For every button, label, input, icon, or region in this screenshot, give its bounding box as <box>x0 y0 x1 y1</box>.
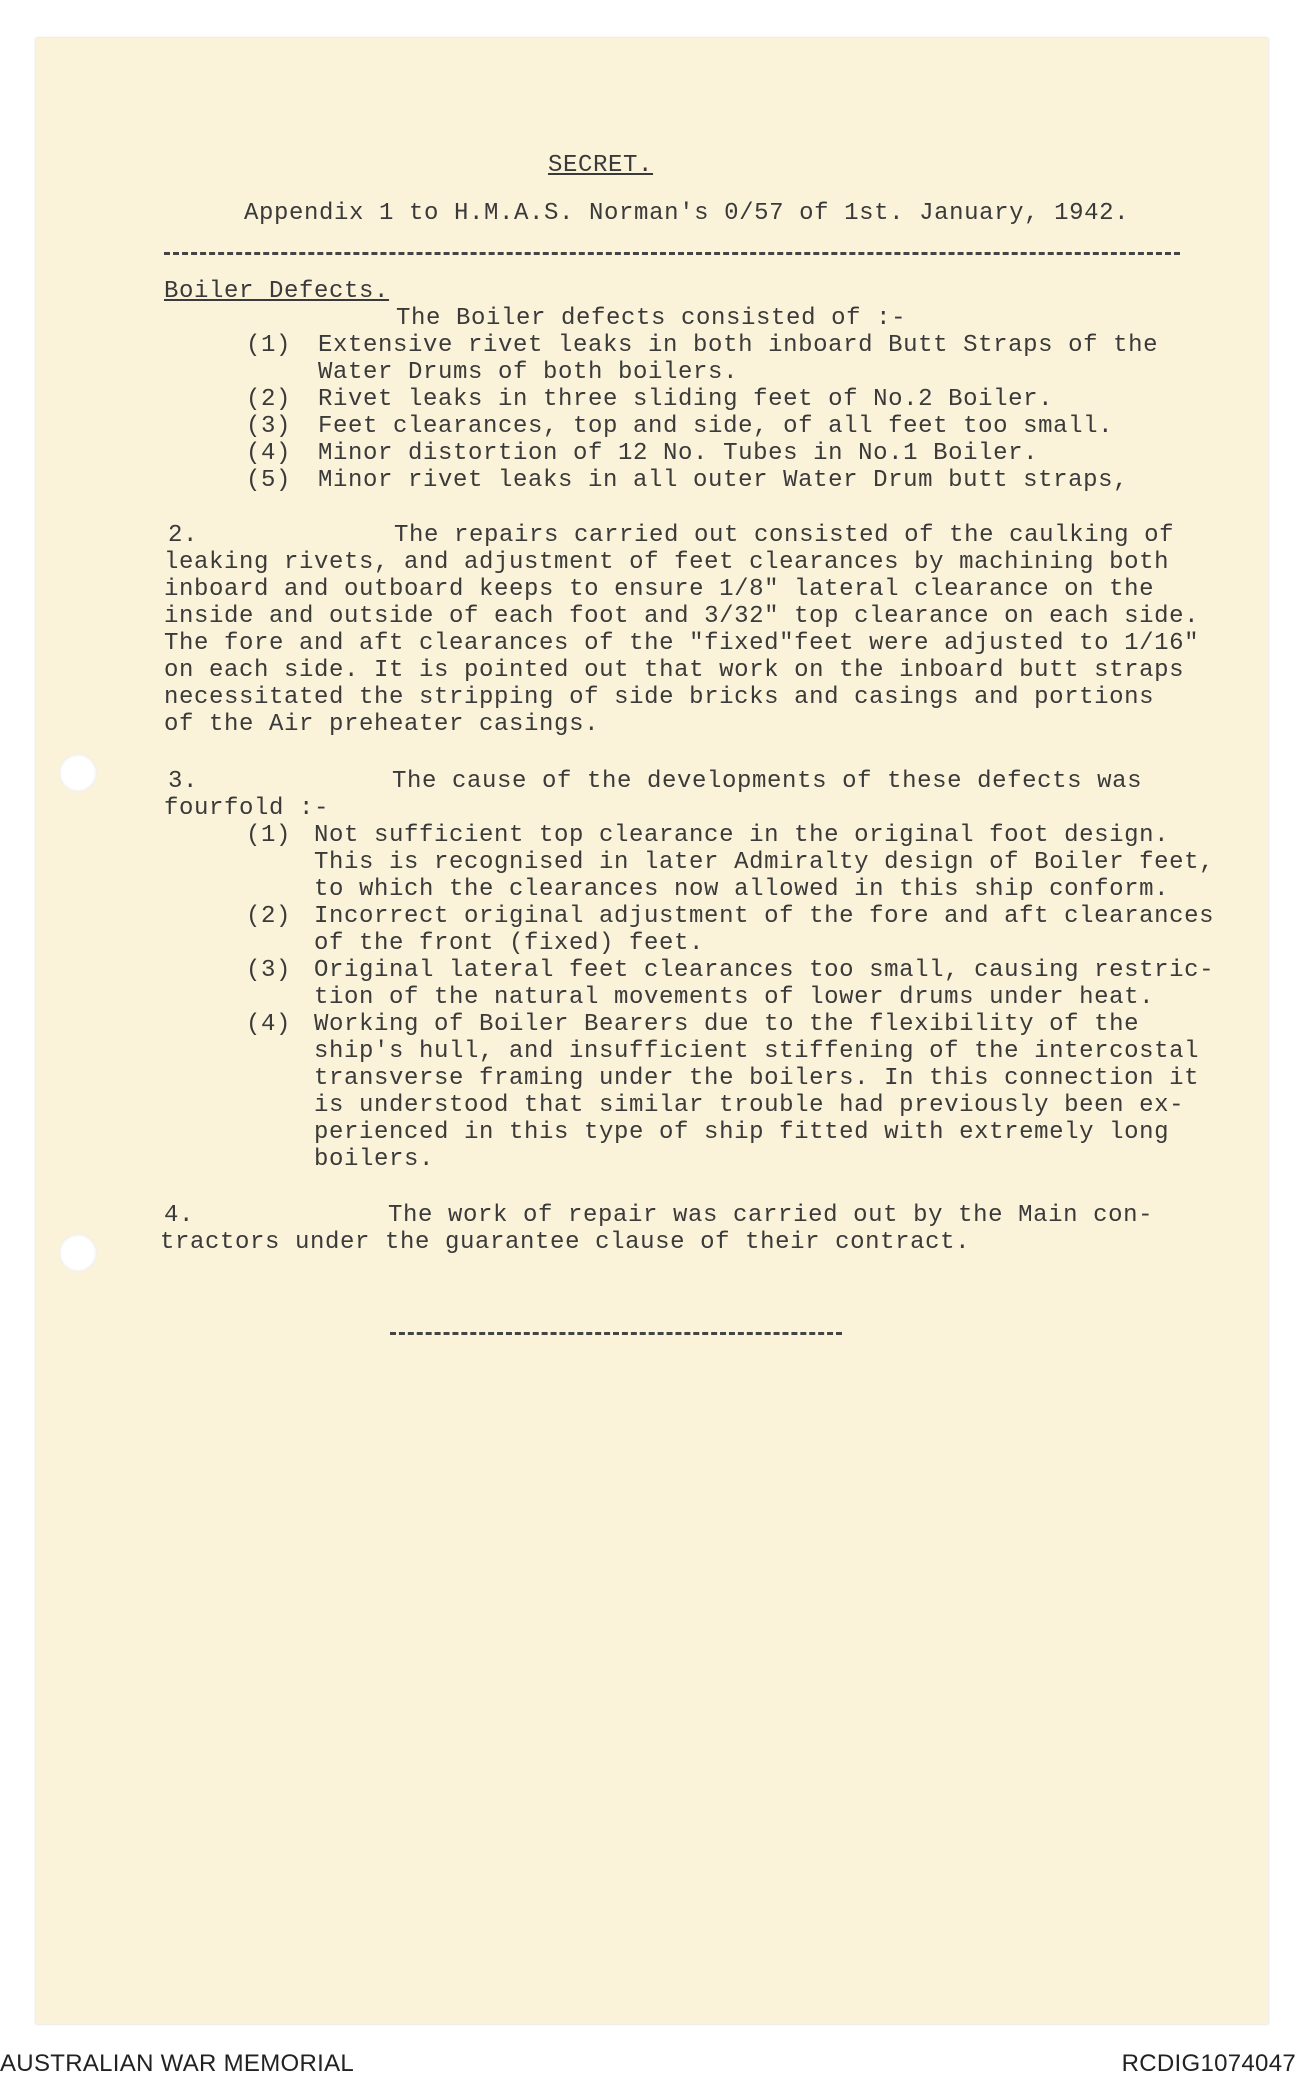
appendix-line: Appendix 1 to H.M.A.S. Norman's 0/57 of 1st. January, 1942. <box>244 200 1130 227</box>
defect-4-num: (4) <box>246 440 292 467</box>
para-3-line-1: The cause of the developments of these defects was <box>392 768 1143 795</box>
closing-rule <box>390 1332 842 1335</box>
para-2-line-1: The repairs carried out consisted of the caulking of <box>394 522 1175 549</box>
cause-4-line-1: Working of Boiler Bearers due to the flexibility of the <box>314 1011 1140 1038</box>
cause-2-num: (2) <box>246 903 292 930</box>
cause-2-line-2: of the front (fixed) feet. <box>314 930 705 957</box>
defect-3-line-1: Feet clearances, top and side, of all feet too small. <box>318 413 1114 440</box>
cause-1-line-1: Not sufficient top clearance in the original foot design. <box>314 822 1170 849</box>
cause-4-num: (4) <box>246 1011 292 1038</box>
para-2-line-2: leaking rivets, and adjustment of feet clearances by machining both <box>164 549 1170 576</box>
para-2-line-7: necessitated the stripping of side bricks and casings and portions <box>164 684 1155 711</box>
defect-3-num: (3) <box>246 413 292 440</box>
para-2-line-3: inboard and outboard keeps to ensure 1/8" lateral clearance on the <box>164 576 1155 603</box>
punch-hole-lower <box>59 1234 97 1272</box>
footer-id: RCDIG1074047 <box>1121 2050 1296 2077</box>
classification: SECRET. <box>548 152 654 179</box>
cause-4-line-5: perienced in this type of ship fitted with extremely long <box>314 1119 1170 1146</box>
footer-credit: AUSTRALIAN WAR MEMORIAL <box>0 2050 355 2077</box>
cause-1-line-2: This is recognised in later Admiralty design of Boiler feet, <box>314 849 1215 876</box>
cause-4-line-4: is understood that similar trouble had previously been ex- <box>314 1092 1185 1119</box>
defect-5-line-1: Minor rivet leaks in all outer Water Drum butt straps, <box>318 467 1129 494</box>
cause-1-line-3: to which the clearances now allowed in this ship conform. <box>314 876 1170 903</box>
para-2-line-4: inside and outside of each foot and 3/32" top clearance on each side. <box>164 603 1200 630</box>
defect-1-num: (1) <box>246 332 292 359</box>
cause-4-line-6: boilers. <box>314 1146 435 1173</box>
header-rule <box>164 252 1180 255</box>
defect-5-num: (5) <box>246 467 292 494</box>
defect-4-line-1: Minor distortion of 12 No. Tubes in No.1 Boiler. <box>318 440 1039 467</box>
para-2-line-8: of the Air preheater casings. <box>164 711 600 738</box>
cause-2-line-1: Incorrect original adjustment of the fore and aft clearances <box>314 903 1215 930</box>
para-4-line-1: The work of repair was carried out by the Main con- <box>388 1202 1154 1229</box>
cause-1-num: (1) <box>246 822 292 849</box>
cause-3-line-1: Original lateral feet clearances too small, causing restric- <box>314 957 1215 984</box>
defect-2-line-1: Rivet leaks in three sliding feet of No.2 Boiler. <box>318 386 1054 413</box>
para-2-line-6: on each side. It is pointed out that work on the inboard butt straps <box>164 657 1185 684</box>
cause-4-line-2: ship's hull, and insufficient stiffening of the intercostal <box>314 1038 1200 1065</box>
para-2-num: 2. <box>168 522 199 549</box>
para-2-line-5: The fore and aft clearances of the "fixed"feet were adjusted to 1/16" <box>164 630 1200 657</box>
para-4-num: 4. <box>164 1202 195 1229</box>
punch-hole-upper <box>59 754 97 792</box>
para-3-line-2: fourfold :- <box>164 795 330 822</box>
defect-2-num: (2) <box>246 386 292 413</box>
para-3-num: 3. <box>168 768 199 795</box>
cause-4-line-3: transverse framing under the boilers. In this connection it <box>314 1065 1200 1092</box>
defect-1-line-2: Water Drums of both boilers. <box>318 359 739 386</box>
defect-1-line-1: Extensive rivet leaks in both inboard Butt Straps of the <box>318 332 1159 359</box>
cause-3-num: (3) <box>246 957 292 984</box>
section-heading: Boiler Defects. <box>164 278 390 305</box>
cause-3-line-2: tion of the natural movements of lower drums under heat. <box>314 984 1155 1011</box>
defects-intro: The Boiler defects consisted of :- <box>396 305 907 332</box>
para-4-line-2: tractors under the guarantee clause of their contract. <box>160 1229 971 1256</box>
